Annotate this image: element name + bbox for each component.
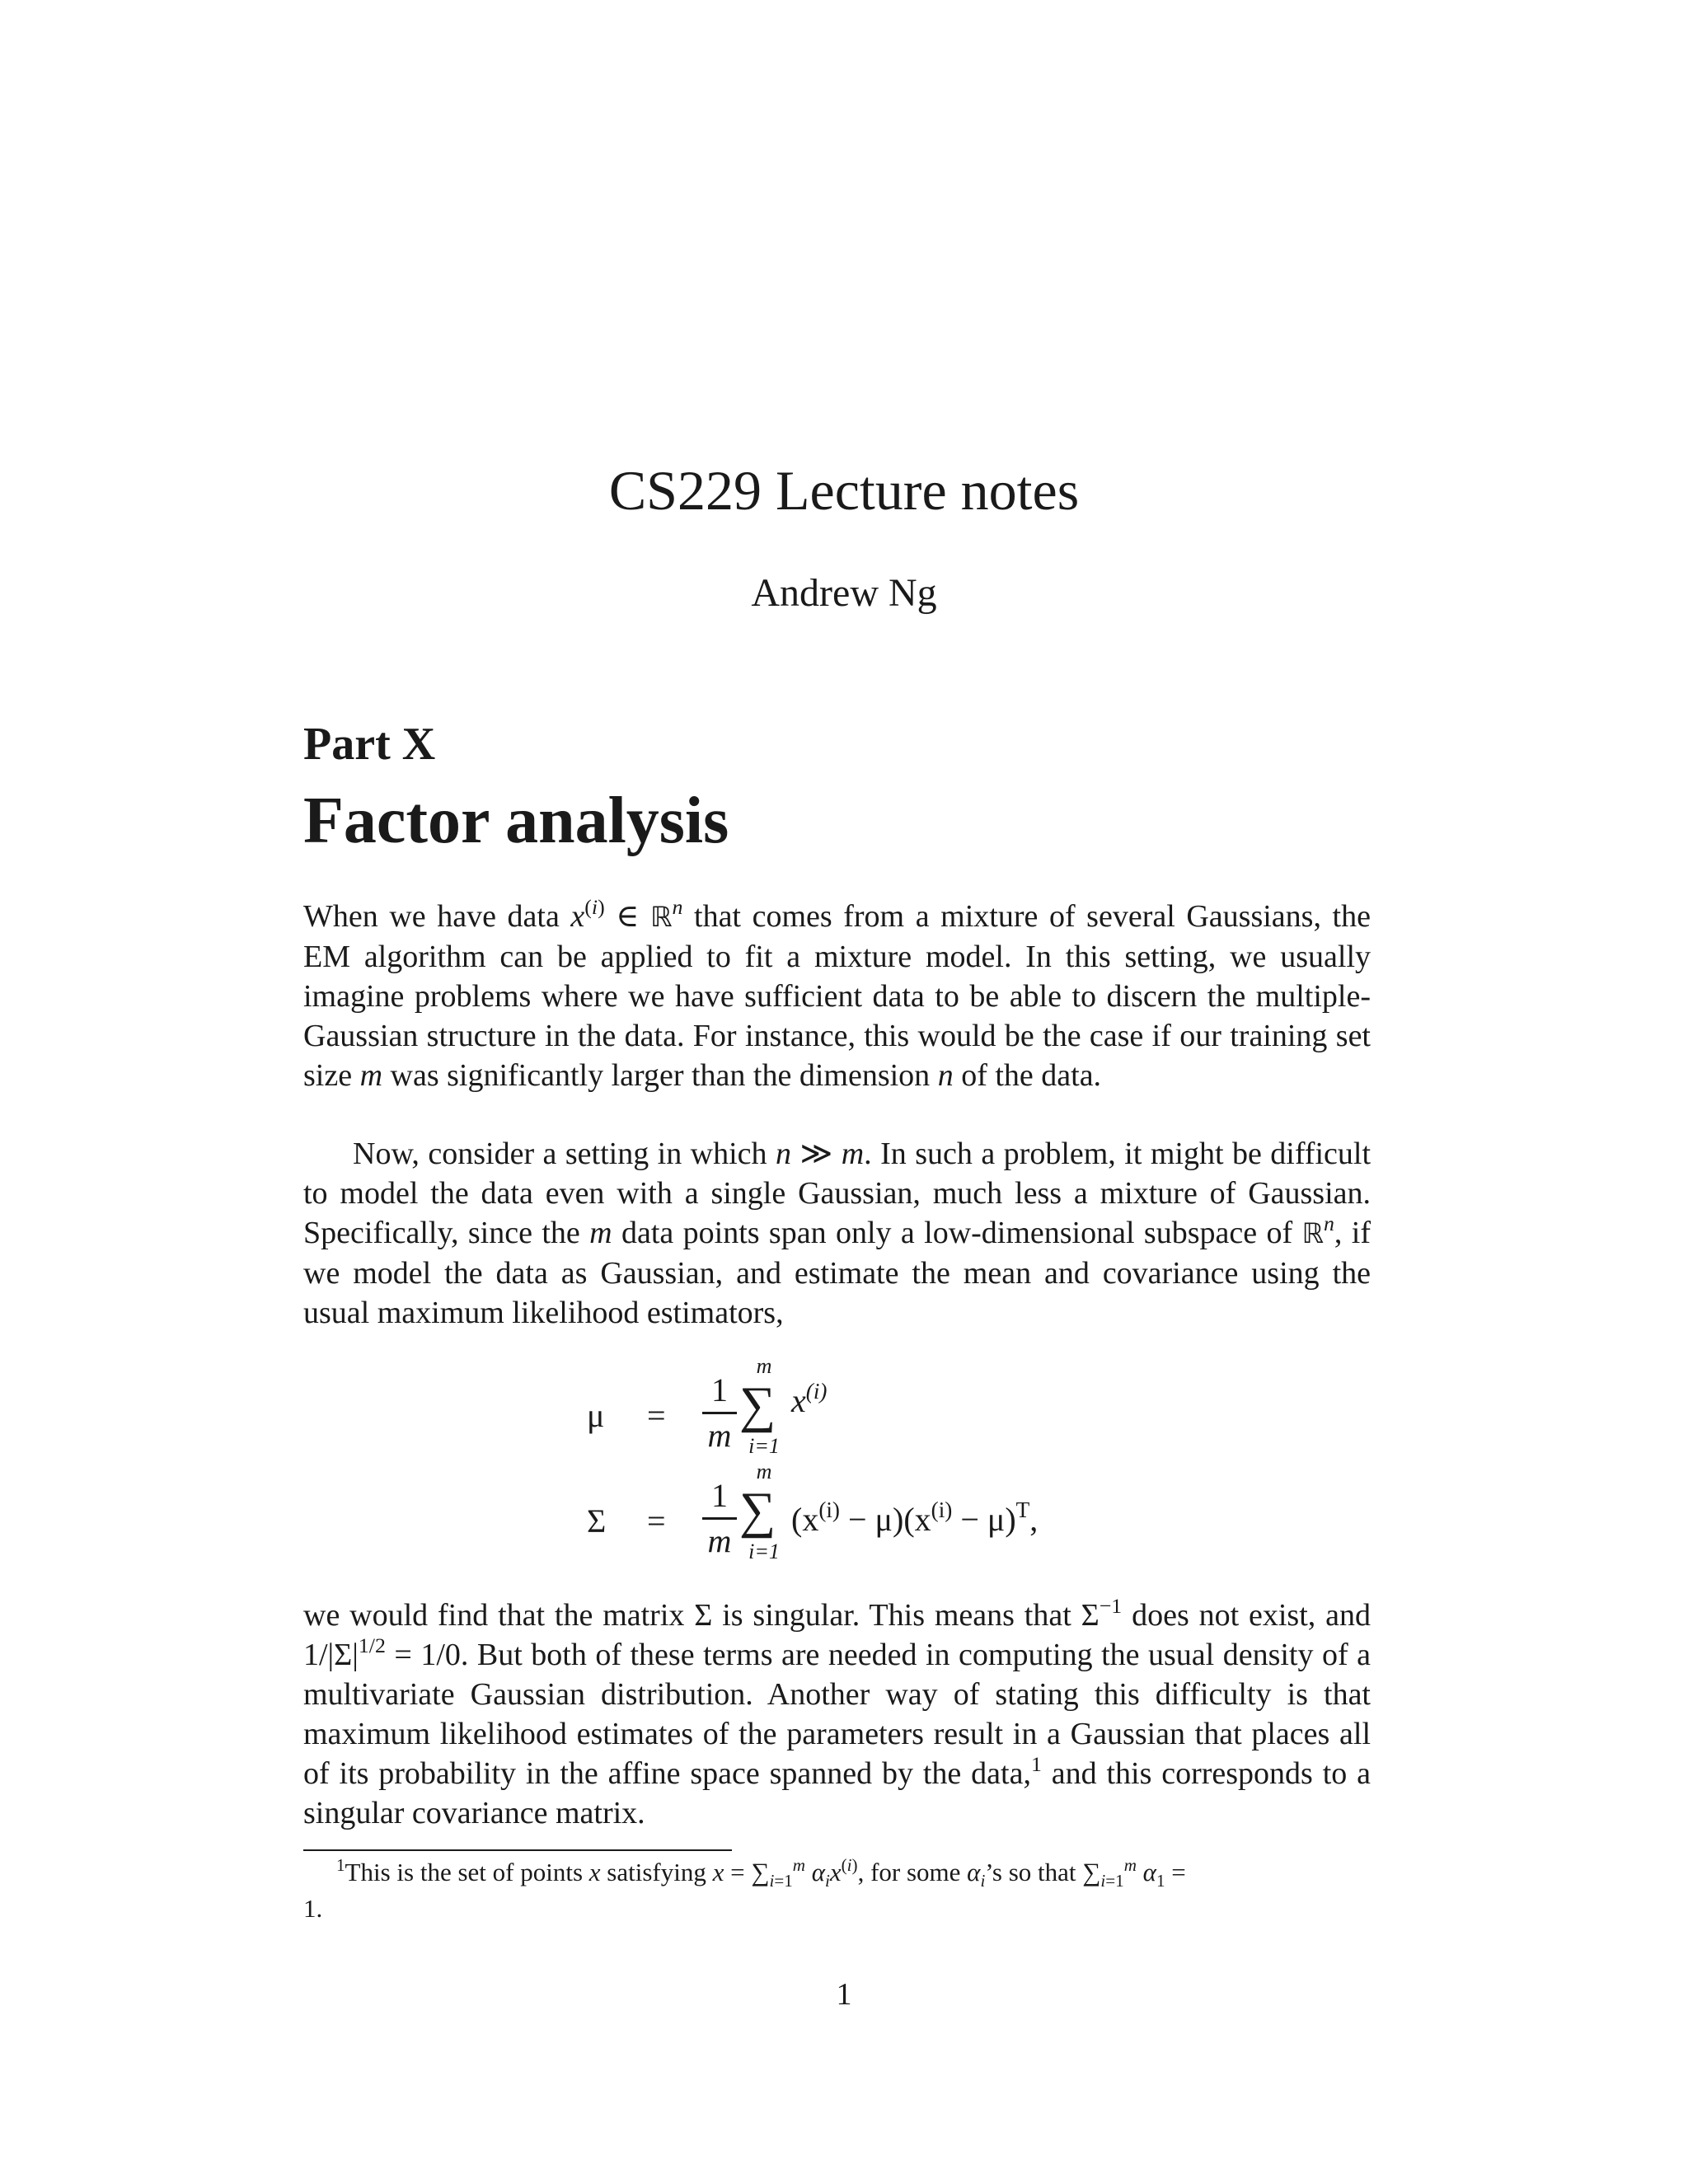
author-name: Andrew Ng [751,571,937,615]
eq1-equals: = [647,1397,666,1434]
eq2-sum-lower: i=1 [748,1540,780,1563]
eq1-summand: $x^{(i)}$ [791,1379,828,1419]
chapter-title: Factor analysis [303,785,729,857]
eq1-frac-numerator: 1 [711,1371,728,1408]
footnote-rule [303,1849,732,1851]
document-title: CS229 Lecture notes [608,459,1080,522]
eq1-lhs: μ [587,1397,605,1434]
footnote-reference: 1 [1030,1752,1042,1777]
eq2-summand: $(x^{(i)} - \mu)(x^{(i)} - \mu)^T$, [791,1497,1039,1538]
paragraph-2: Now, consider a setting in which n ≫ m. In such a problem, it might be difficult to model the data even with a single Gaussian, much less a mixture of Gaussian. Specifically, since the m data points span only a low-dimensional subspace of ℝ$^n$, if we model the data as Gaussian, and estimate the mean and covariance using the usual maximum likelihood estimators, [303,1137,1372,1330]
eq1-sum-lower: i=1 [748,1434,780,1458]
eq2-frac-numerator: 1 [711,1477,728,1514]
page-number: 1 [836,1977,852,2012]
eq2-frac-denominator: m [707,1522,732,1559]
part-label: Part X [303,719,436,770]
eq1-sum-symbol: ∑ [739,1377,776,1433]
eq1-sum-upper: m [756,1354,772,1378]
paragraph-3: we would find that the matrix Σ is singular. This means that $\Sigma^{-1}$ does not exist, and $1/|\Sigma|^{1/2} = 1/0$. But both of these terms are needed in computing the usual density of a multivariate Gaussian distribution. Another way of stating this difficulty is that maximum likelihood estimates of the parameters result in a Gaussian that places all of its probability in the affine space spanned by the data,$^1$ and this corresponds to a singular covariance matrix. [303,1594,1371,1830]
eq2-equals: = [647,1502,666,1540]
eq1-frac-bar [702,1412,737,1414]
eq2-sum-symbol: ∑ [739,1483,776,1539]
eq2-frac-bar [702,1517,737,1520]
eq2-lhs: Σ [587,1502,607,1540]
paragraph-1: When we have data $x^{(i)}$ ∈ ℝ$^n$ that comes from a mixture of several Gaussians, the EM algorithm can be applied to fit a mixture model. In this setting, we usually imagine problems where we have sufficient data to be able to discern the multiple-Gaussian structure in the data. For instance, this would be the case if our training set size m was significantly larger than the dimension n of the data. [303,895,1371,1093]
footnote-1-continuation: 1. [303,1894,323,1923]
eq2-sum-upper: m [756,1460,772,1483]
eq1-frac-denominator: m [707,1417,732,1454]
footnote-1: $^1$This is the set of points x satisfying $x = \sum_{i=1}^m$ $\alpha_ix^{(i)}$, for some $\alpha_i’s$ so that $\sum_{i=1}^m$ $\alpha_1$ = [336,1854,1186,1891]
